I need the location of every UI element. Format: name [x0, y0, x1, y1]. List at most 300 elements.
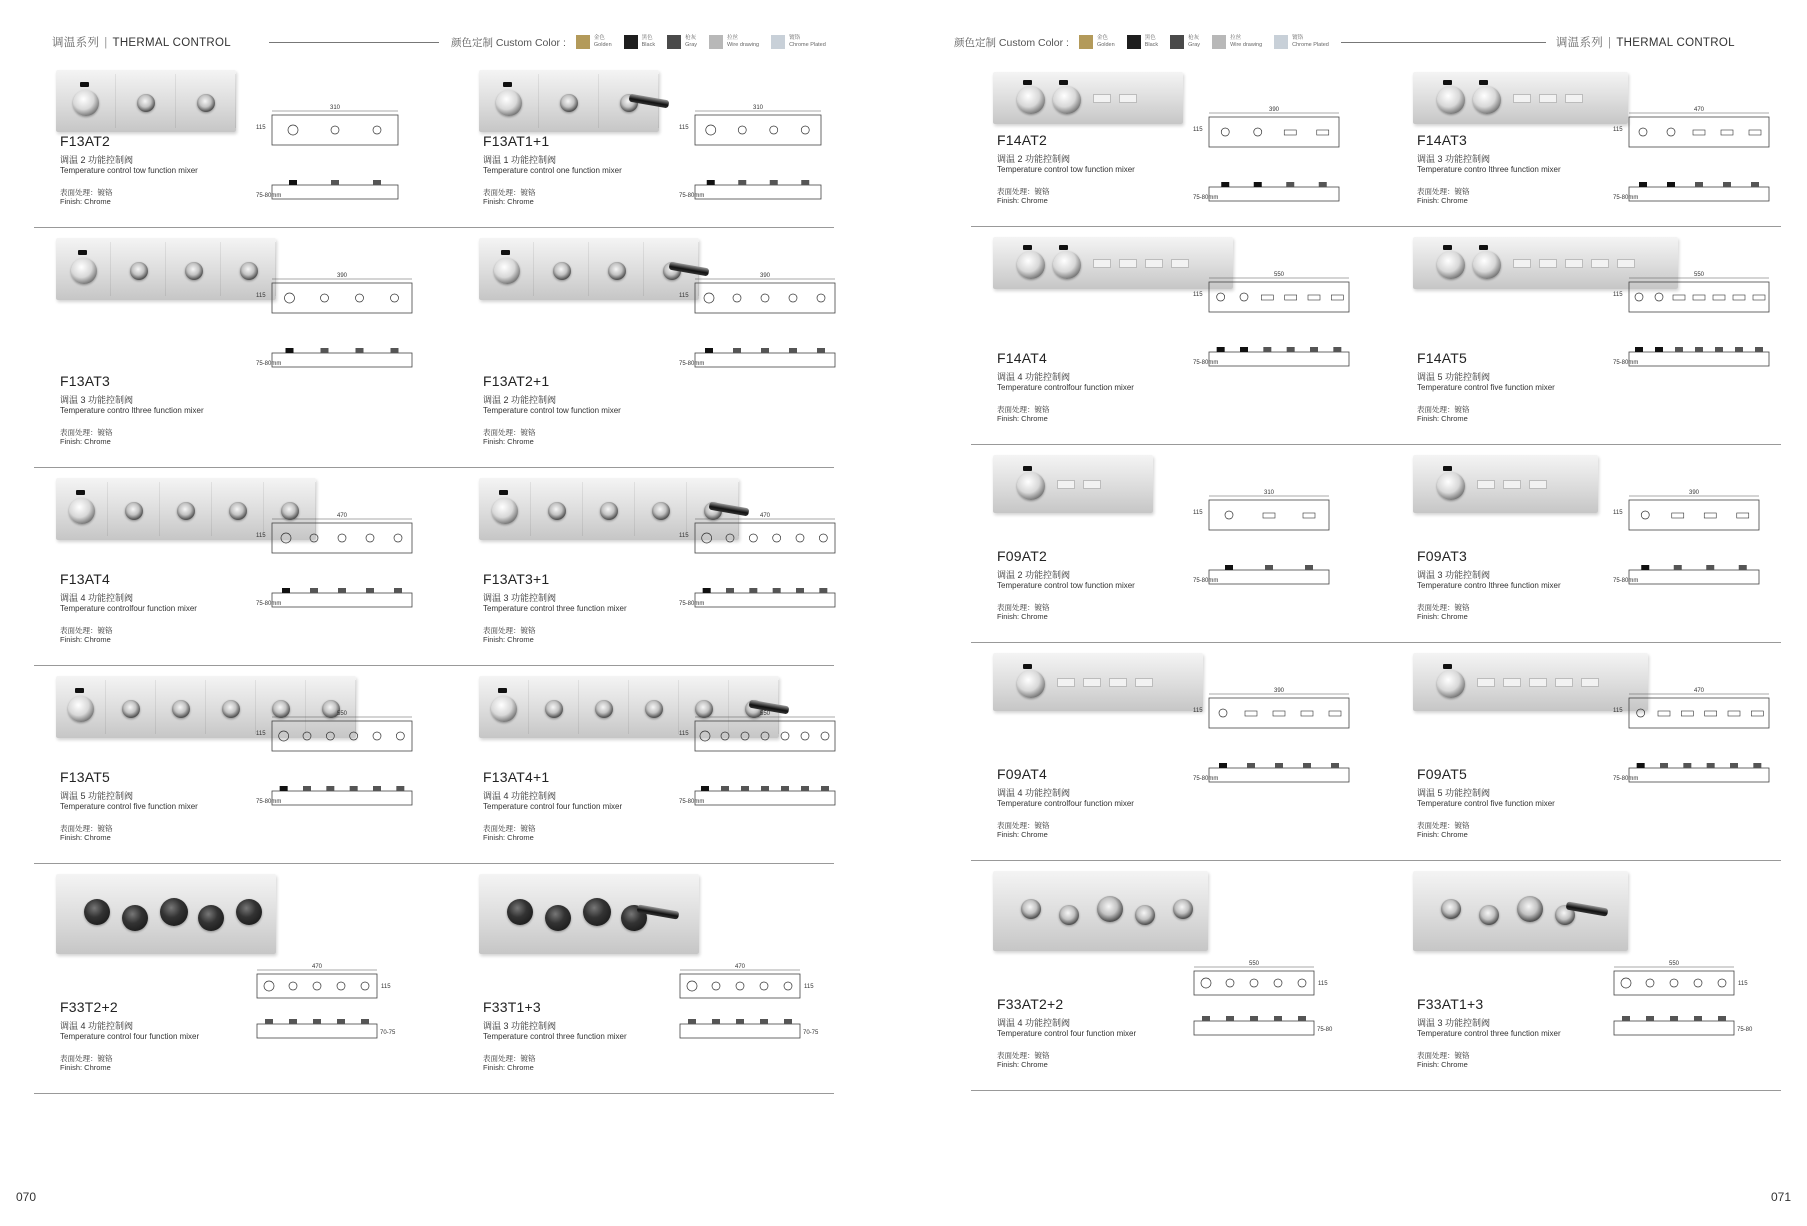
push-button	[1057, 480, 1075, 489]
side-knob	[373, 180, 381, 185]
side-knob	[1683, 763, 1691, 768]
button-outline	[1672, 513, 1684, 518]
product-description-en: Temperature control five function mixer	[1417, 799, 1555, 808]
knob-outline	[321, 294, 329, 302]
thermostat-knob	[492, 498, 518, 524]
side-knob	[760, 1019, 768, 1024]
push-button	[1503, 480, 1521, 489]
temperature-lock-tab	[1059, 245, 1068, 250]
knob-outline	[1639, 128, 1647, 136]
function-knob	[185, 262, 203, 280]
knob-outline	[313, 982, 321, 990]
page-number: 071	[1770, 1190, 1791, 1204]
knob-outline	[726, 534, 734, 542]
top-view-outline	[1629, 698, 1769, 728]
side-knob	[373, 786, 381, 791]
side-knob	[1739, 565, 1747, 570]
thermostat-knob	[1437, 251, 1465, 279]
color-swatch-label	[1097, 35, 1115, 49]
temperature-lock-tab	[1023, 80, 1032, 85]
height-dimension-label: 75-80mm	[1613, 195, 1639, 201]
function-knob	[125, 502, 143, 520]
product-model-name: F14AT2	[997, 132, 1047, 148]
product-description-en: Temperature controlfour function mixer	[997, 799, 1134, 808]
finish-label-cn: 表面处理：镀铬	[60, 626, 113, 635]
color-name-cn: 镀铬	[1292, 35, 1304, 41]
button-outline	[1273, 711, 1285, 716]
knob-outline	[310, 534, 318, 542]
finish-label-en: Finish: Chrome	[483, 437, 534, 446]
color-swatch-item	[1212, 35, 1262, 49]
top-view-outline	[695, 523, 835, 553]
depth-dimension-label: 115	[256, 731, 266, 737]
width-dimension-label: 550	[1693, 272, 1705, 278]
drawing-svg	[1611, 272, 1807, 382]
drawing-svg	[254, 513, 454, 623]
height-dimension-label: 75-80mm	[1613, 360, 1639, 366]
side-knob	[1331, 763, 1339, 768]
button-outline	[1704, 513, 1716, 518]
side-view-outline	[695, 353, 835, 367]
side-knob	[821, 786, 829, 791]
control-knob	[160, 898, 188, 926]
finish-label-en: Finish: Chrome	[1417, 612, 1468, 621]
side-knob	[1670, 1016, 1678, 1021]
height-dimension-label: 75-80	[1737, 1027, 1753, 1033]
width-dimension-label: 310	[752, 105, 764, 111]
push-button	[1503, 678, 1521, 687]
product-card	[1391, 643, 1801, 860]
product-description-cn: 调温 5 功能控制阀	[60, 791, 134, 801]
button-outline	[1301, 711, 1313, 716]
thermostat-knob	[68, 696, 94, 722]
product-description-en: Temperature control five function mixer	[60, 802, 198, 811]
push-button	[1093, 259, 1111, 268]
right-header	[954, 30, 1784, 54]
color-name-cn: 黑色	[1144, 35, 1156, 41]
button-outline	[1308, 295, 1320, 300]
color-swatch	[709, 35, 723, 49]
button-outline	[1693, 295, 1705, 300]
button-outline	[1751, 711, 1763, 716]
temperature-lock-tab	[1023, 466, 1032, 471]
knob-outline	[1225, 511, 1233, 519]
knob-outline	[733, 294, 741, 302]
color-swatch-item	[709, 35, 759, 49]
product-description-en: Temperature contro lthree function mixer	[1417, 165, 1561, 174]
knob-outline	[1298, 979, 1306, 987]
push-button	[1477, 480, 1495, 489]
knob-outline	[394, 534, 402, 542]
product-description-en: Temperature control four function mixer	[997, 1029, 1137, 1038]
temperature-lock-tab	[501, 250, 510, 255]
top-view-outline	[257, 974, 377, 998]
push-button	[1529, 678, 1547, 687]
color-swatch	[576, 35, 590, 49]
width-dimension-label: 310	[1263, 490, 1275, 496]
drawing-svg	[1596, 961, 1766, 1071]
finish-label-en: Finish: Chrome	[60, 833, 111, 842]
push-button	[1539, 94, 1557, 103]
side-view-outline	[1629, 187, 1769, 201]
series-title	[1556, 34, 1735, 50]
product-model-name: F13AT2	[60, 133, 110, 149]
depth-dimension-label: 115	[1193, 127, 1203, 133]
width-dimension-label: 390	[336, 273, 348, 279]
product-card	[34, 864, 449, 1093]
side-knob	[707, 180, 715, 185]
product-description-cn: 调温 4 功能控制阀	[997, 788, 1071, 798]
control-knob	[1479, 905, 1499, 925]
product-photo	[1413, 72, 1628, 124]
finish-label-en: Finish: Chrome	[60, 437, 111, 446]
product-photo	[479, 874, 699, 954]
color-swatch-label	[1145, 35, 1158, 49]
side-knob	[265, 1019, 273, 1024]
function-knob	[595, 700, 613, 718]
color-swatch	[667, 35, 681, 49]
drawing-svg	[1176, 961, 1346, 1071]
product-description-en: Temperature controlfour function mixer	[60, 604, 197, 613]
function-knob	[553, 262, 571, 280]
product-description-cn: 调温 3 功能控制阀	[483, 1021, 557, 1031]
drawing-svg	[677, 273, 875, 383]
color-swatch	[1079, 35, 1093, 49]
width-dimension-label: 550	[336, 711, 348, 717]
product-description-en: Temperature control one function mixer	[483, 166, 622, 175]
finish-label-cn: 表面处理：镀铬	[997, 187, 1050, 196]
control-knob	[1517, 896, 1543, 922]
height-dimension-label: 75-80mm	[1193, 195, 1219, 201]
finish-label-cn: 表面处理：镀铬	[997, 405, 1050, 414]
temperature-lock-tab	[503, 82, 512, 87]
button-outline	[1693, 130, 1705, 135]
color-swatch	[1127, 35, 1141, 49]
custom-color-row	[954, 35, 1329, 50]
side-knob	[366, 588, 374, 593]
top-view-outline	[1209, 117, 1339, 147]
button-outline	[1728, 711, 1740, 716]
finish-label-en: Finish: Chrome	[997, 1060, 1048, 1069]
finish-label-en: Finish: Chrome	[1417, 1060, 1468, 1069]
push-button	[1581, 678, 1599, 687]
temperature-lock-tab	[76, 490, 85, 495]
color-swatch	[1274, 35, 1288, 49]
finish-label-en: Finish: Chrome	[483, 833, 534, 842]
knob-outline	[784, 982, 792, 990]
width-dimension-label: 550	[1273, 272, 1285, 278]
color-swatch-label	[1188, 35, 1200, 49]
function-knob	[130, 262, 148, 280]
product-photo	[993, 72, 1183, 124]
top-view-outline	[1614, 971, 1734, 995]
product-description-cn: 调温 3 功能控制阀	[1417, 570, 1491, 580]
side-knob	[1637, 763, 1645, 768]
color-name-cn: 镀铬	[789, 35, 801, 41]
push-button	[1565, 259, 1583, 268]
knob-outline	[749, 534, 757, 542]
side-knob	[738, 180, 746, 185]
side-knob	[1226, 1016, 1234, 1021]
knob-outline	[1274, 979, 1282, 987]
drawing-svg	[239, 964, 409, 1074]
side-knob	[1695, 347, 1703, 352]
thermostat-knob	[71, 258, 97, 284]
depth-dimension-label: 115	[679, 731, 689, 737]
knob-outline	[1217, 293, 1225, 301]
side-knob	[1303, 763, 1311, 768]
push-button	[1513, 259, 1531, 268]
side-knob	[1735, 347, 1743, 352]
knob-outline	[1621, 978, 1631, 988]
drawing-svg	[1191, 490, 1361, 600]
custom-color-label: 颜色定制 Custom Color :	[450, 36, 566, 49]
height-dimension-label: 75-80mm	[1613, 776, 1639, 782]
product-photo	[993, 871, 1208, 951]
drawing-svg	[1191, 107, 1371, 217]
depth-dimension-label: 115	[1613, 510, 1623, 516]
side-knob	[1660, 763, 1668, 768]
function-knob	[600, 502, 618, 520]
product-description-cn: 调温 4 功能控制阀	[483, 791, 557, 801]
color-swatch-item	[1274, 35, 1329, 49]
knob-outline	[350, 732, 358, 740]
push-button	[1477, 678, 1495, 687]
depth-dimension-label: 115	[1193, 292, 1203, 298]
product-photo	[1413, 455, 1598, 513]
product-description-cn: 调温 4 功能控制阀	[60, 1021, 134, 1031]
color-swatch-item	[1127, 35, 1158, 49]
side-view-outline	[272, 353, 412, 367]
height-dimension-label: 75-80mm	[679, 361, 705, 367]
push-button	[1513, 94, 1531, 103]
side-knob	[313, 1019, 321, 1024]
drawing-svg	[662, 964, 832, 1074]
depth-dimension-label: 115	[1193, 708, 1203, 714]
button-outline	[1681, 711, 1693, 716]
knob-outline	[1655, 293, 1663, 301]
color-swatch-label	[685, 35, 697, 49]
top-view-outline	[680, 974, 800, 998]
technical-drawing	[254, 105, 430, 215]
product-photo	[993, 455, 1153, 513]
knob-outline	[761, 294, 769, 302]
push-button	[1617, 259, 1635, 268]
finish-label-en: Finish: Chrome	[483, 1063, 534, 1072]
side-knob	[1667, 182, 1675, 187]
side-knob	[1219, 763, 1227, 768]
product-row	[34, 468, 834, 666]
series-title-en: THERMAL CONTROL	[1616, 37, 1735, 49]
product-card	[34, 60, 449, 227]
product-model-name: F33AT2+2	[997, 996, 1064, 1012]
side-knob	[1310, 347, 1318, 352]
button-outline	[1713, 295, 1725, 300]
side-knob	[350, 786, 358, 791]
button-outline	[1721, 130, 1733, 135]
side-knob	[1305, 565, 1313, 570]
width-dimension-label: 550	[1248, 961, 1260, 967]
product-description-en: Temperature control tow function mixer	[60, 166, 198, 175]
finish-label-en: Finish: Chrome	[483, 197, 534, 206]
product-model-name: F14AT5	[1417, 350, 1467, 366]
color-swatch-item	[667, 35, 697, 49]
finish-label-en: Finish: Chrome	[1417, 830, 1468, 839]
knob-outline	[1646, 979, 1654, 987]
color-name-en: Gray	[1188, 42, 1201, 48]
color-swatch-item	[771, 35, 826, 49]
knob-outline	[1219, 709, 1227, 717]
product-model-name: F13AT4	[60, 571, 110, 587]
side-knob	[282, 588, 290, 593]
product-model-name: F13AT5	[60, 769, 110, 785]
side-knob	[1707, 763, 1715, 768]
color-swatch-item	[576, 35, 612, 49]
side-knob	[1706, 565, 1714, 570]
product-model-name: F33AT1+3	[1417, 996, 1484, 1012]
drawing-svg	[1191, 272, 1391, 382]
side-knob	[1715, 347, 1723, 352]
technical-drawing	[1596, 961, 1766, 1071]
side-knob	[1751, 182, 1759, 187]
technical-drawing	[1191, 688, 1381, 798]
side-knob	[338, 588, 346, 593]
depth-dimension-label: 115	[1193, 510, 1203, 516]
temperature-lock-tab	[498, 688, 507, 693]
side-view-outline	[1209, 570, 1329, 584]
product-description-cn: 调温 2 功能控制阀	[997, 154, 1071, 164]
side-knob	[773, 588, 781, 593]
product-description-en: Temperature control tow function mixer	[483, 406, 621, 415]
product-photo	[56, 238, 276, 300]
height-dimension-label: 75-80mm	[256, 601, 282, 607]
drawing-svg	[1611, 107, 1801, 217]
technical-drawing	[1611, 490, 1791, 600]
side-view-outline	[1209, 768, 1349, 782]
finish-label-cn: 表面处理：镀铬	[60, 1054, 113, 1063]
side-view-outline	[1629, 570, 1759, 584]
product-description-en: Temperature control tow function mixer	[997, 165, 1135, 174]
control-knob	[507, 899, 533, 925]
product-description-cn: 调温 2 功能控制阀	[483, 395, 557, 405]
finish-label-cn: 表面处理：镀铬	[60, 824, 113, 833]
push-button	[1093, 94, 1111, 103]
custom-color-label: 颜色定制 Custom Color :	[954, 36, 1069, 49]
color-name-en: Wire drawing	[727, 42, 760, 48]
knob-outline	[1240, 293, 1248, 301]
technical-drawing	[662, 964, 832, 1074]
finish-label-en: Finish: Chrome	[60, 197, 111, 206]
product-model-name: F14AT4	[997, 350, 1047, 366]
finish-label-cn: 表面处理：镀铬	[997, 1051, 1050, 1060]
product-row	[971, 643, 1781, 861]
product-card	[971, 861, 1381, 1090]
knob-outline	[821, 732, 829, 740]
knob-outline	[1670, 979, 1678, 987]
color-name-en: Golden	[1096, 42, 1115, 48]
product-card	[971, 227, 1381, 444]
thermostat-knob	[1017, 251, 1045, 279]
product-row	[34, 864, 834, 1094]
thermostat-knob	[1053, 251, 1081, 279]
technical-drawing	[1191, 107, 1371, 217]
product-model-name: F13AT4+1	[483, 769, 550, 785]
custom-color-row	[451, 35, 826, 50]
depth-dimension-label: 115	[256, 293, 266, 299]
knob-outline	[1250, 979, 1258, 987]
technical-drawing	[254, 711, 454, 821]
technical-drawing	[677, 105, 853, 215]
drawing-svg	[1611, 490, 1791, 600]
depth-dimension-label: 115	[1613, 127, 1623, 133]
button-outline	[1317, 130, 1329, 135]
finish-label-en: Finish: Chrome	[997, 196, 1048, 205]
top-view-outline	[695, 721, 835, 751]
color-swatch	[771, 35, 785, 49]
product-card	[34, 228, 449, 467]
top-view-outline	[695, 115, 821, 145]
product-card	[457, 60, 872, 227]
side-knob	[1333, 347, 1341, 352]
temperature-lock-tab	[1443, 664, 1452, 669]
knob-outline	[356, 294, 364, 302]
product-photo	[1413, 871, 1628, 951]
temperature-lock-tab	[1023, 664, 1032, 669]
finish-label-cn: 表面处理：镀铬	[60, 428, 113, 437]
width-dimension-label: 470	[734, 964, 746, 970]
push-button	[1083, 678, 1101, 687]
control-knob	[583, 898, 611, 926]
width-dimension-label: 390	[1273, 688, 1285, 694]
side-view-outline	[1614, 1021, 1734, 1035]
button-outline	[1331, 295, 1343, 300]
side-knob	[1694, 1016, 1702, 1021]
side-knob	[1263, 347, 1271, 352]
depth-dimension-label: 115	[1613, 708, 1623, 714]
height-dimension-label: 75-80mm	[256, 361, 282, 367]
side-view-outline	[272, 593, 412, 607]
product-row	[971, 445, 1781, 643]
button-outline	[1705, 711, 1717, 716]
product-description-cn: 调温 5 功能控制阀	[1417, 788, 1491, 798]
function-knob	[608, 262, 626, 280]
top-view-outline	[1629, 500, 1759, 530]
knob-outline	[721, 732, 729, 740]
color-name-cn: 拉丝	[727, 35, 739, 41]
thermostat-knob	[1053, 86, 1081, 114]
left-product-grid	[34, 60, 834, 1180]
side-knob	[361, 1019, 369, 1024]
thermostat-knob	[1017, 86, 1045, 114]
finish-label-cn: 表面处理：镀铬	[997, 821, 1050, 830]
color-swatch-label	[1230, 35, 1262, 49]
product-card	[34, 468, 449, 665]
series-title-en: THERMAL CONTROL	[112, 37, 231, 49]
side-knob	[1287, 347, 1295, 352]
knob-outline	[712, 982, 720, 990]
technical-drawing	[677, 513, 877, 623]
finish-label-en: Finish: Chrome	[1417, 196, 1468, 205]
color-name-en: Black	[641, 42, 656, 48]
color-name-cn: 黑色	[641, 35, 653, 41]
height-dimension-label: 75-80mm	[1613, 578, 1639, 584]
product-card	[457, 468, 872, 665]
knob-outline	[706, 125, 716, 135]
thermostat-knob	[1437, 670, 1465, 698]
side-knob	[310, 588, 318, 593]
knob-outline	[761, 732, 769, 740]
finish-label-cn: 表面处理：镀铬	[1417, 821, 1470, 830]
